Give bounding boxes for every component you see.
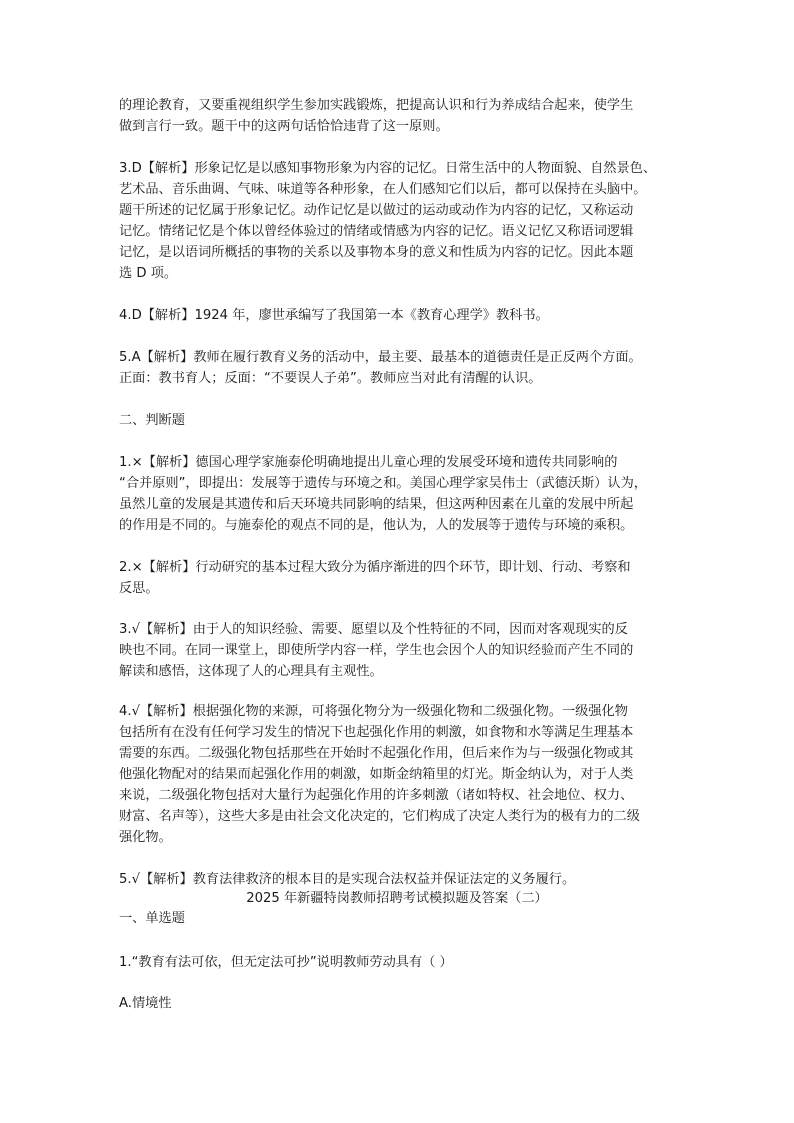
text-line: 4.D【解析】1924 年，廖世承编写了我国第一本《教育心理学》教科书。: [119, 308, 549, 323]
text-line: 反思。: [119, 581, 159, 596]
text-line: 4.√【解析】根据强化物的来源，可将强化物分为一级强化物和二级强化物。一级强化物: [119, 704, 628, 719]
text-line: 1.×【解析】德国心理学家施泰伦明确地提出儿童心理的发展受环境和遗传共同影响的: [119, 455, 618, 470]
question-text: 1.“教育有法可依，但无定法可抄”说明教师劳动具有（ ）: [119, 955, 453, 970]
text-line: 他强化物配对的结果而起强化作用的刺激，如斯金纳箱里的灯光。斯金纳认为，对于人类: [119, 767, 634, 782]
text-line: 3.√【解析】由于人的知识经验、需要、愿望以及个性特征的不同，因而对客观现实的反: [119, 622, 628, 637]
text-line: 记忆。情绪记忆是个体以曾经体验过的情绪或情感为内容的记忆。语义记忆又称语词逻辑: [119, 224, 634, 239]
paragraph-continuation: [119, 95, 679, 137]
text-line: 正面：教书育人；反面：“不要误人子弟”。教师应当对此有清醒的认识。: [119, 371, 542, 386]
text-line: 一、单选题: [119, 911, 185, 926]
section-heading-single-choice: [119, 908, 679, 929]
text-line: 3.D【解析】形象记忆是以感知事物形象为内容的记忆。日常生活中的人物面貌、自然景色、: [119, 161, 657, 176]
answer-5-explanation: [119, 347, 679, 389]
text-line: 记忆，是以语词所概括的事物的关系以及事物本身的意义和性质为内容的记忆。因此本题: [119, 245, 634, 260]
text-line: 虽然儿童的发展是其遗传和后天环境共同影响的结果，但这两种因素在儿童的发展中所起: [119, 497, 634, 512]
text-line: 的作用是不同的。与施泰伦的观点不同的是，他认为，人的发展等于遗传与环境的乘积。: [119, 518, 634, 533]
text-line: 题干所述的记忆属于形象记忆。动作记忆是以做过的运动或动作为内容的记忆，又称运动: [119, 203, 634, 218]
text-line: 包括所有在没有任何学习发生的情况下也起强化作用的刺激，如食物和水等满足生理基本: [119, 725, 634, 740]
judgment-3-explanation: [119, 619, 679, 682]
option-a: [119, 993, 679, 1014]
exam-title: 2025 年新疆特岗教师招聘考试模拟题及答案（二）: [246, 891, 548, 906]
text-line: 来说，二级强化物包括对大量行为起强化作用的许多刺激（诸如特权、社会地位、权力、: [119, 788, 634, 803]
answer-3-explanation: [119, 158, 679, 284]
option-text: A.情境性: [119, 996, 172, 1011]
text-line: 强化物。: [119, 830, 172, 845]
question-1: [119, 952, 679, 973]
text-line: 需要的东西。二级强化物包括那些在开始时不起强化作用，但后来作为与一级强化物或其: [119, 746, 634, 761]
judgment-5-explanation: [119, 869, 679, 890]
text-line: “合并原则”，即提出：发展等于遗传与环境之和。美国心理学家吴伟士（武德沃斯）认为，: [119, 476, 647, 491]
text-line: 二、判断题: [119, 413, 185, 428]
judgment-1-explanation: [119, 452, 679, 536]
text-line: 做到言行一致。题干中的这两句话恰恰违背了这一原则。: [119, 119, 449, 134]
answer-4-explanation: [119, 305, 679, 326]
text-line: 2.×【解析】行动研究的基本过程大致分为循序渐进的四个环节，即计划、行动、考察和: [119, 560, 631, 575]
section-heading-judgment: [119, 410, 679, 431]
text-line: 的理论教育，又要重视组织学生参加实践锻炼，把提高认识和行为养成结合起来，使学生: [119, 98, 634, 113]
judgment-4-explanation: [119, 701, 679, 848]
text-line: 选 D 项。: [119, 266, 178, 281]
text-line: 解读和感悟，这体现了人的心理具有主观性。: [119, 664, 383, 679]
text-line: 5.√【解析】教育法律救济的根本目的是实现合法权益并保证法定的义务履行。: [119, 872, 576, 887]
text-line: 艺术品、音乐曲调、气味、味道等各种形象，在人们感知它们以后，都可以保持在头脑中。: [119, 182, 647, 197]
judgment-2-explanation: [119, 557, 679, 599]
text-line: 财富、名声等），这些大多是由社会文化决定的，它们构成了决定人类行为的极有力的二级: [119, 809, 640, 824]
text-line: 映也不同。在同一课堂上，即使所学内容一样，学生也会因个人的知识经验而产生不同的: [119, 643, 634, 658]
text-line: 5.A【解析】教师在履行教育义务的活动中，最主要、最基本的道德责任是正反两个方面。: [119, 350, 642, 365]
